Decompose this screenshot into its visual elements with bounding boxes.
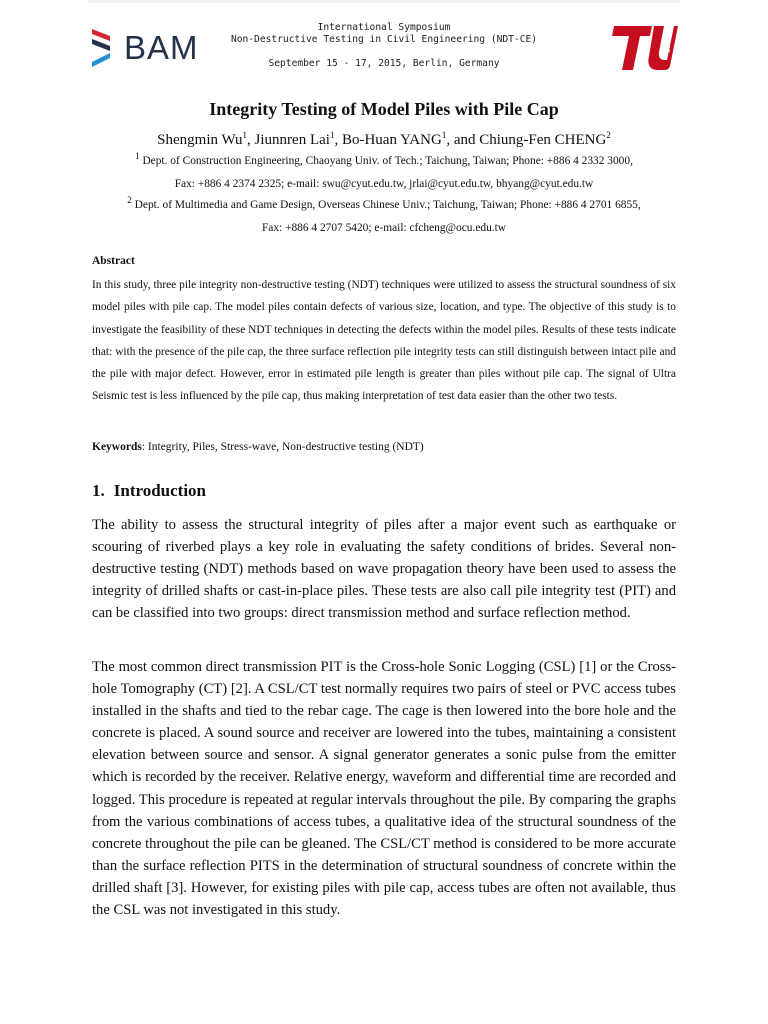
- conference-dates: September 15 - 17, 2015, Berlin, Germany: [268, 58, 500, 69]
- conference-name: Non-Destructive Testing in Civil Engineering (NDT-CE): [230, 34, 538, 45]
- section-number: 1.: [92, 481, 105, 500]
- author-name: Shengmin Wu: [157, 132, 243, 148]
- author-affiliation-mark: 1: [441, 130, 447, 140]
- section-title: Introduction: [113, 481, 207, 500]
- author-separator: , and: [446, 132, 480, 148]
- keywords-line: [92, 439, 424, 455]
- bam-chevron-icon: [90, 27, 116, 69]
- page-top-rule: [88, 0, 680, 3]
- tu-logo-text: berlin: [665, 35, 672, 53]
- author-affiliation-mark: 2: [606, 130, 611, 140]
- bam-logo: [90, 27, 202, 69]
- affiliation-2-line-1: [88, 195, 680, 212]
- author-separator: ,: [247, 132, 255, 148]
- affiliation-text: Dept. of Construction Engineering, Chaoyang Univ. of Tech.; Taichung, Taiwan; Phone: +886 4 2332 3000,: [142, 155, 633, 167]
- author-name: Chiung-Fen CHENG: [479, 132, 607, 148]
- affiliation-mark: 2: [127, 195, 132, 206]
- affiliation-2-line-2: Fax: +886 4 2707 5420; e-mail: cfcheng@ocu.edu.tw: [261, 222, 507, 234]
- body-paragraph: The ability to assess the structural integrity of piles after a major event such as earthquake or scouring of riverbed plays a key role in evaluating the safety conditions of brides. Several non-destructive testing (NDT) methods based on wave propagation theory have been used to assess the integrity of drilled shafts or cast-in-place piles. These tests are also call pile integrity test (PIT) and can be classified into two groups: direct transmission method and surface reflection method.: [92, 517, 676, 622]
- affiliation-mark: 1: [135, 151, 140, 162]
- author-affiliation-mark: 1: [242, 130, 248, 140]
- abstract-text: In this study, three pile integrity non-destructive testing (NDT) techniques were utilized to assess the structural soundness of six model piles with pile cap. The model piles contain defects of various size, location, and type. The objective of this study is to investigate the feasibility of these NDT techniques in detecting the defects within the model piles. Results of these tests indicate that: with the presence of the pile cap, the three surface reflection pile integrity tests can still distinguish between intact pile and the pile with major defect. However, error in estimated pile length is greater than piles without pile cap. The signal of Ultra Seismic test is less influenced by the pile cap, thus making interpretation of test data easier than the other two tests.: [92, 279, 676, 403]
- body-paragraph: The most common direct transmission PIT is the Cross-hole Sonic Logging (CSL) [1] or the Cross-hole Tomography (CT) [2]. A CSL/CT test normally requires two pairs of steel or PVC access tubes installed in the shafts and tied to the rebar cage. The cage is then lowered into the bore hole and the concrete is placed. A sound source and receiver are lowered into the tubes, maintaining a consistent elevation between source and sensor. A signal generator generates a sonic pulse from the emitter which is recorded by the receiver. Relative energy, waveform and differential time are recorded and logged. This procedure is repeated at regular intervals throughout the pile. By comparing the graphs from the various combinations of access tubes, a qualitative idea of the structural soundness of the concrete throughout the pile can be gleaned. The CSL/CT method is considered to be more accurate than the surface reflection PITS in the determination of structural soundness of concrete within the drilled shaft [3]. However, for existing piles with pile cap, access tubes are often not available, thus the CSL was not investigated in this study.: [92, 659, 676, 919]
- author-affiliation-mark: 1: [329, 130, 335, 140]
- section-heading: [92, 480, 206, 502]
- affiliation-text: Dept. of Multimedia and Game Design, Overseas Chinese Univ.; Taichung, Taiwan; Phone: +886 4 2701 6855,: [134, 199, 641, 211]
- keywords-list: : Integrity, Piles, Stress-wave, Non-destructive testing (NDT): [141, 441, 424, 453]
- abstract-heading: Abstract: [92, 255, 135, 267]
- bam-logo-text: BAM: [124, 29, 199, 66]
- author-name: Jiunnren Lai: [254, 132, 330, 148]
- author-name: Bo-Huan YANG: [341, 132, 442, 148]
- paper-title: Integrity Testing of Model Piles with Pile Cap: [209, 99, 559, 119]
- tu-berlin-logo: [612, 22, 680, 72]
- keywords-label: Keywords: [92, 441, 142, 453]
- author-separator: ,: [334, 132, 342, 148]
- affiliation-1-line-1: [88, 151, 680, 168]
- affiliation-1-line-2: Fax: +886 4 2374 2325; e-mail: swu@cyut.edu.tw, jrlai@cyut.edu.tw, bhyang@cyut.edu.tw: [174, 178, 594, 190]
- symposium-line: International Symposium: [317, 22, 451, 33]
- author-list: [88, 130, 680, 150]
